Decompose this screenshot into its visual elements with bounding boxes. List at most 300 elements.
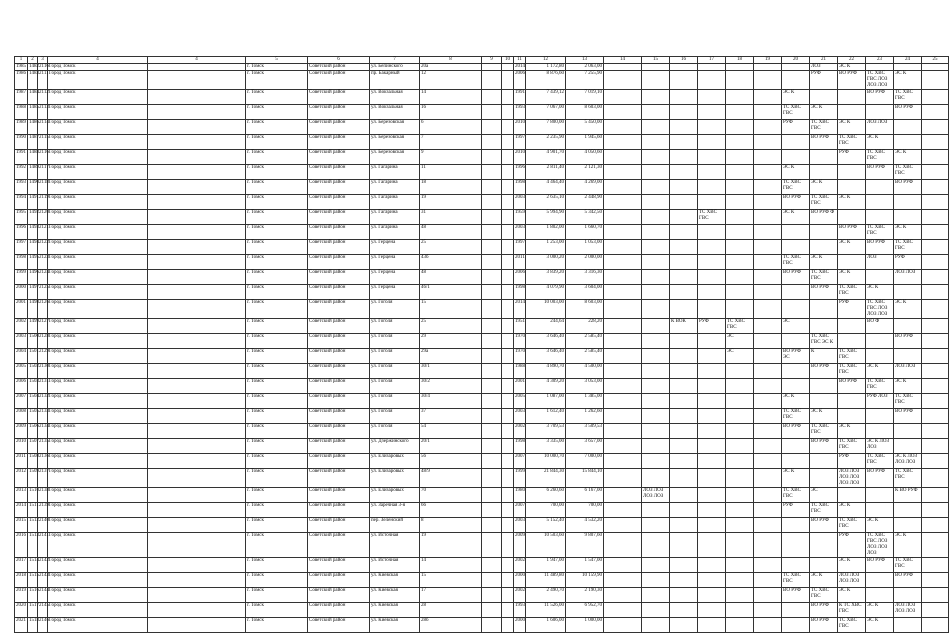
table-cell-c23: РУФ <box>838 533 866 558</box>
table-cell-c22: ЭС <box>810 488 838 503</box>
table-cell-c15 <box>604 240 642 255</box>
table-cell-c13: 1 802,00 <box>526 225 566 240</box>
table-cell-c21: ТС ХВС ГВС <box>782 573 810 588</box>
table-cell-c1: 1990 <box>15 135 28 150</box>
table-cell-c24 <box>866 349 894 364</box>
table-cell-c7: Советский район <box>308 533 370 558</box>
table-cell-c24: ЭС К <box>866 135 894 150</box>
column-header: 1 <box>15 57 28 64</box>
table-cell-c12: 2014 <box>515 64 525 69</box>
table-cell-c24 <box>866 409 894 424</box>
table-cell-c25: ТС ХВС ГВС <box>894 90 922 105</box>
table-cell-c8: ул. Гоголя <box>370 394 420 409</box>
table-cell-c9: 17 <box>420 588 482 603</box>
table-cell-c26 <box>922 255 949 270</box>
table-cell-c9: 25 <box>420 319 482 334</box>
table-cell-c13: 4 309,20 <box>526 379 566 394</box>
table-cell-c13: 7 800,00 <box>526 120 566 135</box>
table-cell-c20 <box>754 319 782 334</box>
table-cell-c13: 2 811,40 <box>526 165 566 180</box>
table-cell-c2: 1489 <box>28 165 38 180</box>
table-cell-c21: ЭС К <box>782 165 810 180</box>
table-cell-c13: 700,00 <box>526 503 566 518</box>
table-cell-c23: РУФ <box>838 300 866 319</box>
table-cell-c12: 2000 <box>514 573 526 588</box>
table-cell-c25: ТС ХВС ГВС <box>894 240 922 255</box>
table-cell-c16 <box>642 71 670 90</box>
table-cell-c7: Советский район <box>308 603 370 618</box>
table-cell-c6: г. Томск <box>246 409 308 424</box>
table-cell-c5 <box>148 454 246 469</box>
table-cell-c14: 1 547,00 <box>566 558 604 573</box>
table-cell-c17 <box>670 349 698 364</box>
table-cell-c3: 2121 <box>38 225 48 240</box>
table-row <box>15 469 949 488</box>
table-cell-c12: 2007 <box>514 503 526 518</box>
table-cell-c23: ЭС К <box>838 240 866 255</box>
table-cell-c4: Город Томск <box>48 409 148 424</box>
table-cell-c22: ТС ХВС ГВС <box>810 120 838 135</box>
table-cell-c18 <box>698 439 726 454</box>
table-cell-c3: 2136 <box>38 454 48 469</box>
table-cell-c18 <box>698 255 726 270</box>
table-cell-c9: 14 <box>420 90 482 105</box>
table-cell-c24: ВО РУФ <box>866 165 894 180</box>
table-cell-c8: пр. Бакарный <box>370 71 420 90</box>
table-cell-c26 <box>922 454 949 469</box>
table-cell-c2: 1488 <box>28 150 38 165</box>
table-cell-c10 <box>482 588 502 603</box>
table-cell-c19 <box>726 195 754 210</box>
table-row <box>15 270 949 285</box>
table-cell-c17 <box>670 518 698 533</box>
table-cell-c16 <box>642 618 670 633</box>
table-cell-c3: 2116 <box>38 150 48 165</box>
table-cell-c15 <box>604 454 642 469</box>
table-cell-c3: 2143 <box>38 573 48 588</box>
table-cell-c22 <box>810 150 838 165</box>
table-cell-c17 <box>670 120 698 135</box>
table-cell-c17 <box>670 165 698 180</box>
table-cell-c23: ЭС К <box>838 558 866 573</box>
table-cell-c6: г. Томск <box>246 135 308 150</box>
table-cell-c14: 2 448,90 <box>566 195 604 210</box>
table-cell-c11 <box>502 379 514 394</box>
table-cell-c5 <box>148 558 246 573</box>
table-cell-c15 <box>604 210 642 225</box>
table-cell-c22: ТС ХВС ГВС <box>810 195 838 210</box>
table-cell-c9: 70 <box>420 488 482 503</box>
table-cell-c12: 1997 <box>514 135 526 150</box>
table-cell-c5 <box>148 394 246 409</box>
table-cell-c6: г. Томск <box>246 454 308 469</box>
table-cell-c24: ЛОЗ ЛОЗ <box>866 120 894 135</box>
table-cell-c20 <box>754 225 782 240</box>
table-cell-c20 <box>754 469 782 488</box>
table-cell-c4: Город Томск <box>48 379 148 394</box>
table-cell-c9: 7 <box>420 135 482 150</box>
table-cell-c23 <box>838 394 866 409</box>
table-cell-c25: ЭС К <box>894 379 922 394</box>
table-cell-c8: ул. Гоголя <box>370 319 420 334</box>
table-cell-c1: 2006 <box>15 379 28 394</box>
table-cell-c1: 2011 <box>15 454 28 469</box>
table-cell-c21 <box>782 240 810 255</box>
table-cell-c13: 2 490,70 <box>526 588 566 603</box>
table-cell-c22 <box>810 379 838 394</box>
table-cell-c5 <box>148 488 246 503</box>
table-cell-c8: ул. Гоголя <box>370 334 420 349</box>
table-cell-c7: Советский район <box>308 180 370 195</box>
table-cell-c14: 8 603,00 <box>566 300 604 319</box>
table-cell-c15 <box>604 105 642 120</box>
table-cell-c20 <box>754 503 782 518</box>
table-cell-c3: 2135 <box>38 439 48 454</box>
table-cell-c26 <box>922 439 949 454</box>
table-cell-c5 <box>148 588 246 603</box>
table-row <box>15 180 949 195</box>
table-cell-c15 <box>604 409 642 424</box>
table-cell-c6: г. Томск <box>246 379 308 394</box>
table-row <box>15 255 949 270</box>
table-cell-c12: 1997 <box>514 240 526 255</box>
table-cell-c22: ТС ХВС ГВС <box>810 503 838 518</box>
table-cell-c6: г. Томск <box>246 469 308 488</box>
table-cell-c11 <box>502 424 514 439</box>
table-cell-c4: Город Томск <box>48 225 148 240</box>
table-cell-c19 <box>726 379 754 394</box>
table-cell-c14: 7 000,00 <box>566 454 604 469</box>
table-cell-c1: 2015 <box>15 518 28 533</box>
column-header: 6 <box>308 57 370 64</box>
table-cell-c18 <box>698 285 726 300</box>
table-cell-c4: Город Томск <box>48 603 148 618</box>
table-cell-c15 <box>604 618 642 633</box>
table-cell-c19 <box>726 364 754 379</box>
table-cell-c5 <box>148 518 246 533</box>
table-cell-c4: Город Томск <box>48 319 148 334</box>
table-cell-c18 <box>698 588 726 603</box>
table-cell-c24: ЭС К ЛОЗ ЛОЗ <box>866 439 894 454</box>
table-row <box>15 454 949 469</box>
table-cell-c23 <box>838 409 866 424</box>
table-row <box>15 603 949 618</box>
column-header: 15 <box>642 57 670 64</box>
table-cell-c16 <box>642 105 670 120</box>
table-cell-c4: Город Томск <box>48 424 148 439</box>
table-cell-c20 <box>754 603 782 618</box>
table-cell-c26 <box>922 618 949 633</box>
table-cell-c6: г. Томск <box>246 364 308 379</box>
table-cell-c20 <box>754 558 782 573</box>
table-cell-c23: ТС ХВС ГВС <box>838 439 866 454</box>
table-cell-c26 <box>922 488 949 503</box>
table-cell-c22: ВО РУФ <box>810 603 838 618</box>
table-cell-c22: ЛОЗ <box>810 64 838 71</box>
table-cell-c13: 4 079,90 <box>526 285 566 300</box>
table-cell-c25: ВО РУФ <box>894 573 922 588</box>
table-row <box>15 105 949 120</box>
table-cell-c14: 1 385,00 <box>566 394 604 409</box>
table-cell-c4: Город Томск <box>48 364 148 379</box>
table-cell-c12: 2005 <box>514 394 526 409</box>
table-cell-c13: 3 335,00 <box>526 439 566 454</box>
table-cell-c2: 1508 <box>28 454 38 469</box>
table-cell-c16 <box>642 409 670 424</box>
table-cell-c24: ЭС К <box>866 518 894 533</box>
table-row <box>15 503 949 518</box>
table-cell-c15 <box>604 300 642 319</box>
table-cell-c14: 2 190,30 <box>566 588 604 603</box>
table-cell-c6: г. Томск <box>246 558 308 573</box>
table-cell-c10 <box>482 503 502 518</box>
table-cell-c22: ВО РУФ <box>810 618 838 633</box>
table-cell-c2: 1515 <box>28 573 38 588</box>
table-cell-c7: Советский район <box>308 135 370 150</box>
table-cell-c10 <box>482 454 502 469</box>
table-cell-c6: г. Томск <box>246 64 308 71</box>
table-cell-c3: 2128 <box>38 334 48 349</box>
table-cell-c14: 9 807,60 <box>566 533 604 558</box>
table-cell-c23: ТС ХВС ГВС <box>838 135 866 150</box>
table-cell-c15 <box>604 135 642 150</box>
table-cell-c6: г. Томск <box>246 319 308 334</box>
table-cell-c19 <box>726 270 754 285</box>
table-cell-c8: ул. Березовская <box>370 135 420 150</box>
table-cell-c10 <box>482 150 502 165</box>
table-cell-c5 <box>148 334 246 349</box>
table-cell-c17 <box>670 334 698 349</box>
table-cell-c10 <box>482 424 502 439</box>
table-cell-c3: 2133 <box>38 409 48 424</box>
table-cell-c22: ВО РУФ <box>810 439 838 454</box>
table-cell-c10 <box>482 603 502 618</box>
table-cell-c5 <box>148 300 246 319</box>
table-cell-c19 <box>726 488 754 503</box>
table-cell-c13: 7 439,12 <box>526 90 566 105</box>
table-cell-c22: РУФ <box>810 71 838 90</box>
table-cell-c14: 2 121,30 <box>566 165 604 180</box>
column-header: 16 <box>670 57 698 64</box>
table-cell-c10 <box>482 558 502 573</box>
column-header: 2 <box>28 57 38 64</box>
table-cell-c25 <box>894 518 922 533</box>
table-cell-c11 <box>502 533 514 558</box>
table-cell-c21 <box>782 439 810 454</box>
table-row <box>15 64 949 71</box>
table-cell-c7: Советский район <box>308 71 370 90</box>
table-cell-c23 <box>838 319 866 334</box>
table-cell-c26 <box>922 285 949 300</box>
table-cell-c1: 2003 <box>15 334 28 349</box>
table-cell-c9: 11 <box>420 165 482 180</box>
table-cell-c6: г. Томск <box>246 618 308 633</box>
table-cell-c16 <box>642 285 670 300</box>
table-cell-c6: г. Томск <box>246 518 308 533</box>
table-cell-c16 <box>642 90 670 105</box>
table-cell-c13: 4 464,40 <box>526 180 566 195</box>
table-cell-c11 <box>502 503 514 518</box>
table-cell-c26 <box>922 319 949 334</box>
table-cell-c22 <box>810 300 838 319</box>
table-cell-c18 <box>698 270 726 285</box>
table-cell-c4: Город Томск <box>48 165 148 180</box>
table-cell-c21 <box>782 300 810 319</box>
table-cell-c9: 43б <box>420 255 482 270</box>
table-cell-c11 <box>502 334 514 349</box>
table-cell-c22: ВО РУФ <box>810 285 838 300</box>
table-cell-c10 <box>482 165 502 180</box>
table-cell-c2: 1510 <box>28 488 38 503</box>
table-cell-c7: Советский район <box>308 300 370 319</box>
table-cell-c13: 3 646,40 <box>526 334 566 349</box>
table-cell-c24 <box>866 573 894 588</box>
table-cell-c24: ВО Ф <box>866 319 894 334</box>
table-cell-c3: 2144 <box>38 588 48 603</box>
table-cell-c20 <box>754 64 782 71</box>
table-cell-c11 <box>502 270 514 285</box>
table-row <box>15 588 949 603</box>
table-cell-c23: ЛОЗ ЛОЗ ЛОЗ ЛОЗ <box>838 573 866 588</box>
table-cell-c18 <box>698 518 726 533</box>
table-cell-c7: Советский район <box>308 618 370 633</box>
table-cell-c19 <box>726 285 754 300</box>
table-cell-c11 <box>502 64 514 71</box>
table-cell-c20 <box>754 394 782 409</box>
table-cell-c15 <box>604 225 642 240</box>
table-cell-c22: К <box>810 349 838 364</box>
table-cell-c19 <box>726 240 754 255</box>
table-cell-c7: Советский район <box>308 319 370 334</box>
table-cell-c18: ТС ХВС ГВС <box>698 210 726 225</box>
table-cell-c25: ВО РУФ <box>894 105 922 120</box>
table-cell-c3: 2137 <box>38 469 48 488</box>
table-cell-c7: Советский район <box>308 240 370 255</box>
table-cell-c9: 46/1 <box>420 285 482 300</box>
table-cell-c20 <box>754 90 782 105</box>
table-cell-c20 <box>754 165 782 180</box>
column-header: 3 <box>38 57 48 64</box>
table-cell-c25: ЭС К <box>894 533 922 558</box>
table-cell-c24 <box>866 488 894 503</box>
table-cell-c3: 2132 <box>38 394 48 409</box>
column-header: 18 <box>726 57 754 64</box>
table-cell-c11 <box>502 71 514 90</box>
table-cell-c2: 1512 <box>28 518 38 533</box>
column-header: 14 <box>604 57 642 64</box>
table-cell-c7: Советский район <box>308 150 370 165</box>
table-cell-c11 <box>502 603 514 618</box>
table-cell-c8: ул. Герцена <box>370 270 420 285</box>
table-cell-c12: 2002 <box>514 558 526 573</box>
table-cell-c26 <box>922 135 949 150</box>
column-header: 9 <box>482 57 502 64</box>
table-cell-c23: ТС ХВС ГВС <box>838 518 866 533</box>
table-cell-c24: ЭС К <box>866 603 894 618</box>
table-cell-c24: ТС ХВС ГВС ЛОЗ ЛОЗ ЛОЗ <box>866 71 894 90</box>
table-cell-c18 <box>698 603 726 618</box>
table-cell-c17 <box>670 300 698 319</box>
table-cell-c20 <box>754 240 782 255</box>
table-cell-c1: 2012 <box>15 469 28 488</box>
table-cell-c15 <box>604 90 642 105</box>
table-cell-c5 <box>148 379 246 394</box>
table-cell-c7: Советский район <box>308 195 370 210</box>
table-cell-c6: г. Томск <box>246 195 308 210</box>
table-cell-c5 <box>148 270 246 285</box>
table-cell-c6: г. Томск <box>246 210 308 225</box>
table-row <box>15 240 949 255</box>
table-cell-c22: ТС ХВС ГВС <box>810 588 838 603</box>
table-cell-c13: 4 901,70 <box>526 150 566 165</box>
table-cell-c21 <box>782 379 810 394</box>
table-cell-c10 <box>482 240 502 255</box>
table-cell-c4: Город Томск <box>48 518 148 533</box>
table-cell-c15 <box>604 424 642 439</box>
table-row <box>15 285 949 300</box>
table-cell-c13: 11 526,00 <box>526 603 566 618</box>
table-cell-c17 <box>670 503 698 518</box>
table-cell-c10 <box>482 135 502 150</box>
table-cell-c8: ул. Гоголя <box>370 424 420 439</box>
table-cell-c13: 8 876,60 <box>526 71 566 90</box>
table-cell-c9: 20/1 <box>420 439 482 454</box>
table-cell-c10 <box>482 349 502 364</box>
table-cell-c21 <box>782 135 810 150</box>
table-cell-c15 <box>604 518 642 533</box>
table-cell-c22: ЭС К <box>810 180 838 195</box>
table-cell-c7: Советский район <box>308 105 370 120</box>
table-cell-c10 <box>482 300 502 319</box>
table-cell-c12: 2010 <box>514 120 526 135</box>
table-cell-c2: 1500 <box>28 334 38 349</box>
table-cell-c6: г. Томск <box>246 334 308 349</box>
table-cell-c4: Город Томск <box>48 349 148 364</box>
table-cell-c23: ВО РУФ <box>838 71 866 90</box>
table-cell-c2: 1513 <box>28 533 38 558</box>
table-cell-c15 <box>604 334 642 349</box>
table-cell-c18 <box>698 488 726 503</box>
table-cell-c14: 2 585,40 <box>566 349 604 364</box>
table-cell-c2: 1501 <box>28 349 38 364</box>
table-cell-c14: 10 159,90 <box>566 573 604 588</box>
table-cell-c7: Советский район <box>308 488 370 503</box>
table-cell-c13: 3 709,53 <box>526 424 566 439</box>
table-cell-c19 <box>726 503 754 518</box>
table-cell-c16 <box>642 364 670 379</box>
table-cell-c10 <box>482 105 502 120</box>
table-cell-c17 <box>670 488 698 503</box>
table-cell-c2: 1514 <box>28 558 38 573</box>
table-cell-c5 <box>148 424 246 439</box>
table-cell-c19 <box>726 150 754 165</box>
table-cell-c14: 3 053,00 <box>566 379 604 394</box>
table-cell-c3: 2146 <box>38 618 48 633</box>
table-cell-c26 <box>922 409 949 424</box>
table-cell-c18 <box>698 424 726 439</box>
table-cell-c3: 2124 <box>38 270 48 285</box>
table-cell-c12: 2001 <box>514 379 526 394</box>
table-cell-c6: г. Томск <box>246 120 308 135</box>
table-cell-c23: ВО РУФ <box>838 379 866 394</box>
table-cell-c6: г. Томск <box>246 71 308 90</box>
column-header: 10 <box>502 57 514 64</box>
table-cell-c18 <box>698 105 726 120</box>
table-cell-c17 <box>670 573 698 588</box>
table-cell-c24 <box>866 180 894 195</box>
table-cell-c18 <box>698 503 726 518</box>
table-cell-c8: ул. Березовская <box>370 150 420 165</box>
